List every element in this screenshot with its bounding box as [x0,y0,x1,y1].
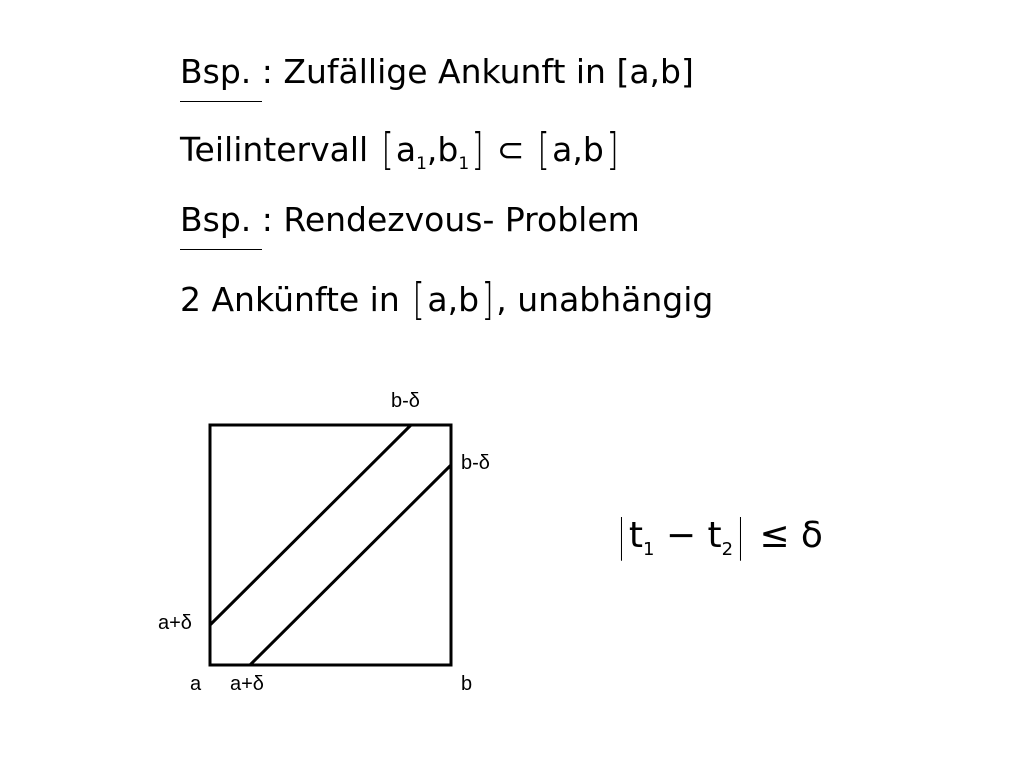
bottom-label-a-delta: a+δ [230,673,264,695]
rendezvous-text: Rendezvous- Problem [283,200,640,239]
subinterval-line: Teilintervall $[a_1,b_1]$ ⊂ [a,b] [180,124,619,175]
upper-boundary-line [210,425,411,625]
top-label-b-delta: b-δ [391,390,420,412]
subset-symbol: ⊂ [486,130,535,169]
arrival-text: Zufällige Ankunft in [a,b] [283,52,694,91]
left-label-a-delta: a+δ [158,612,192,634]
bsp-label: Bsp. [180,200,252,239]
bottom-label-a: a [190,673,202,695]
example-heading-arrival: Bsp. : Zufällige Ankunft in [a,b] [180,52,694,91]
square-region [210,425,451,665]
bsp-label: Bsp. [180,52,252,91]
bottom-label-b: b [461,673,473,695]
right-label-b-delta: b-δ [461,452,490,474]
arrivals-line: 2 Ankünfte in [a,b], unabhängig [180,274,714,325]
example-heading-rendezvous: Bsp. : Rendezvous- Problem [180,200,640,239]
lower-boundary-line [250,465,451,665]
condition-equation: | $t_1 - t_2| \le \delta$ [617,510,823,561]
